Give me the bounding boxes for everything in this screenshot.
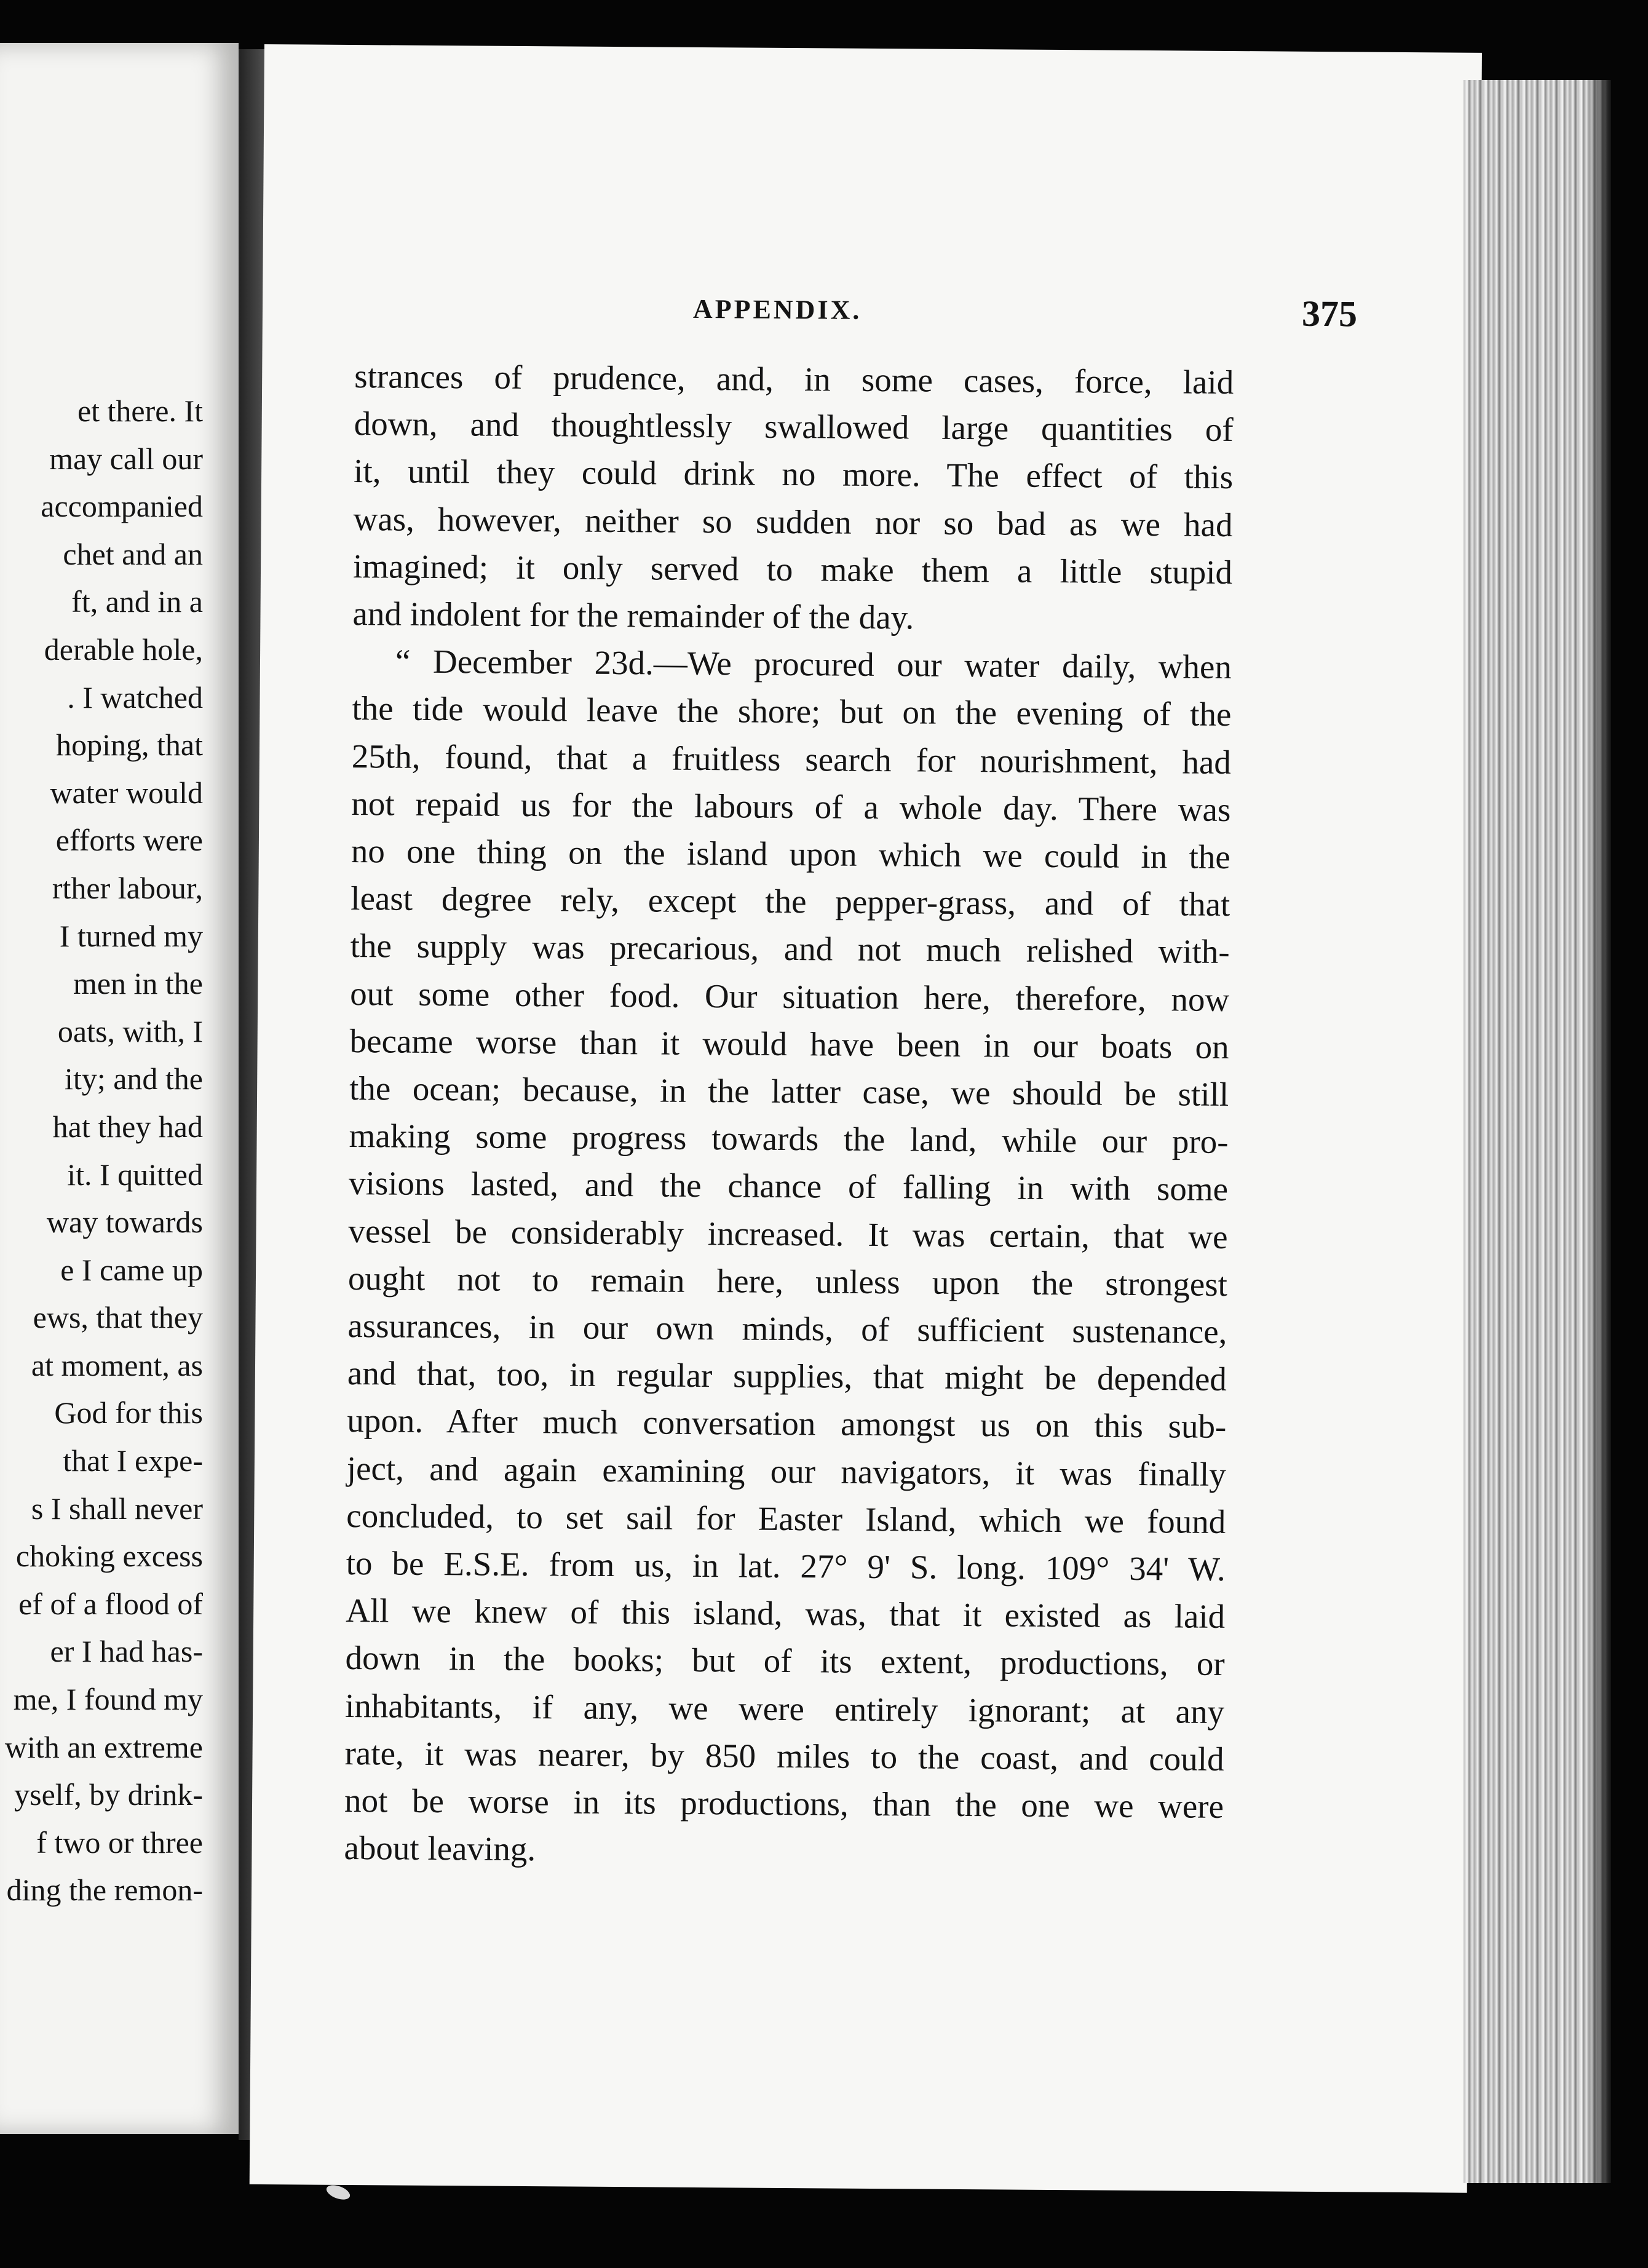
- text-line: yself, by drink-: [14, 1777, 203, 1812]
- text-line: me, I found my: [13, 1682, 203, 1717]
- text-line: at moment, as: [31, 1347, 203, 1382]
- text-line: the ocean; because, in the latter case, we should be still: [349, 1069, 1229, 1114]
- text-line: not be worse in its productions, than the one we were: [344, 1782, 1224, 1826]
- text-line: the supply was precarious, and not much relished with-: [350, 927, 1230, 971]
- text-line: imagined; it only served to make them a little stupid: [352, 547, 1233, 591]
- page-header-title: APPENDIX.: [692, 293, 862, 325]
- text-line: accompanied: [41, 489, 203, 524]
- left-page-text: [0, 387, 203, 1914]
- text-line: to be E.S.E. from us, in lat. 27° 9' S. long. 109° 34' W.: [346, 1544, 1226, 1588]
- dust-speck: [325, 2183, 352, 2202]
- body-text: [344, 352, 1234, 1877]
- text-line: may call our: [49, 441, 203, 476]
- text-line: water would: [50, 775, 203, 810]
- text-line: no one thing on the island upon which we could in the: [351, 832, 1231, 876]
- text-line: chet and an: [63, 536, 203, 571]
- text-line: the tide would leave the shore; but on the evening of the: [352, 689, 1232, 734]
- text-line: efforts were: [55, 823, 203, 858]
- text-line: derable hole,: [44, 632, 203, 667]
- book-page-edges: [1464, 80, 1611, 2183]
- text-line: way towards: [46, 1205, 203, 1240]
- text-line: strances of prudence, and, in some cases, force, laid: [354, 357, 1234, 402]
- text-line: inhabitants, if any, we were entirely ignorant; at any: [344, 1686, 1225, 1731]
- text-line: . I watched: [67, 680, 203, 715]
- page-number: 375: [1301, 293, 1358, 335]
- text-line: et there. It: [77, 394, 203, 428]
- text-line: not repaid us for the labours of a whole day. There was: [351, 784, 1231, 828]
- text-line: ding the remon-: [6, 1873, 203, 1908]
- text-line: vessel be considerably increased. It was certain, that we: [348, 1211, 1228, 1256]
- text-line: e I came up: [60, 1252, 203, 1287]
- text-line: ft, and in a: [71, 584, 203, 619]
- text-line: least degree rely, except the pepper-grass, and of that: [351, 879, 1230, 924]
- text-line: ews, that they: [33, 1300, 203, 1335]
- text-line: upon. After much conversation amongst us on this sub-: [347, 1402, 1227, 1446]
- text-line: down in the books; but of its extent, productions, or: [345, 1639, 1225, 1683]
- text-line: it. I quitted: [67, 1157, 203, 1192]
- text-line: 25th, found, that a fruitless search for nourishment, had: [351, 737, 1232, 781]
- text-line: ought not to remain here, unless upon the strongest: [347, 1259, 1228, 1303]
- text-line: choking excess: [15, 1539, 203, 1574]
- text-line: God for this: [54, 1395, 203, 1430]
- text-line: became worse than it would have been in our boats on: [349, 1021, 1229, 1066]
- running-head: [263, 290, 1481, 348]
- text-line: I turned my: [59, 918, 203, 953]
- text-line: rther labour,: [52, 870, 203, 905]
- text-line: rate, it was nearer, by 850 miles to the coast, and could: [344, 1734, 1224, 1778]
- text-line: ity; and the: [65, 1061, 203, 1096]
- right-page: [250, 44, 1482, 2193]
- text-line: s I shall never: [31, 1491, 203, 1526]
- text-line: oats, with, I: [57, 1013, 203, 1049]
- text-line: visions lasted, and the chance of falling in with some: [348, 1164, 1229, 1208]
- text-line: it, until they could drink no more. The effect of this: [353, 452, 1234, 496]
- text-line: that I expe-: [63, 1443, 203, 1478]
- text-line: men in the: [73, 966, 203, 1001]
- text-line: concluded, to set sail for Easter Island, which we found: [346, 1496, 1226, 1540]
- text-line: out some other food. Our situation here, therefore, now: [350, 974, 1230, 1018]
- text-line: about leaving.: [344, 1829, 536, 1868]
- text-line: down, and thoughtlessly swallowed large quantities of: [354, 405, 1234, 449]
- text-line: All we knew of this island, was, that it existed as laid: [346, 1592, 1226, 1636]
- text-line: and that, too, in regular supplies, that might be depended: [347, 1354, 1227, 1398]
- text-line: “ December 23d.—We procured our water daily, when: [395, 642, 1232, 686]
- text-line: with an extreme: [4, 1729, 203, 1764]
- text-line: hoping, that: [56, 728, 203, 763]
- text-line: ef of a flood of: [18, 1586, 203, 1621]
- left-page: [0, 43, 239, 2134]
- text-line: er I had has-: [50, 1634, 203, 1669]
- text-line: hat they had: [52, 1109, 203, 1144]
- text-line: assurances, in our own minds, of sufficient sustenance,: [347, 1307, 1227, 1351]
- text-line: and indolent for the remainder of the day.: [352, 595, 914, 636]
- text-line: making some progress towards the land, while our pro-: [349, 1117, 1229, 1161]
- text-line: was, however, neither so sudden nor so bad as we had: [353, 499, 1233, 544]
- text-line: f two or three: [36, 1825, 203, 1860]
- text-line: ject, and again examining our navigators, it was finally: [346, 1449, 1227, 1493]
